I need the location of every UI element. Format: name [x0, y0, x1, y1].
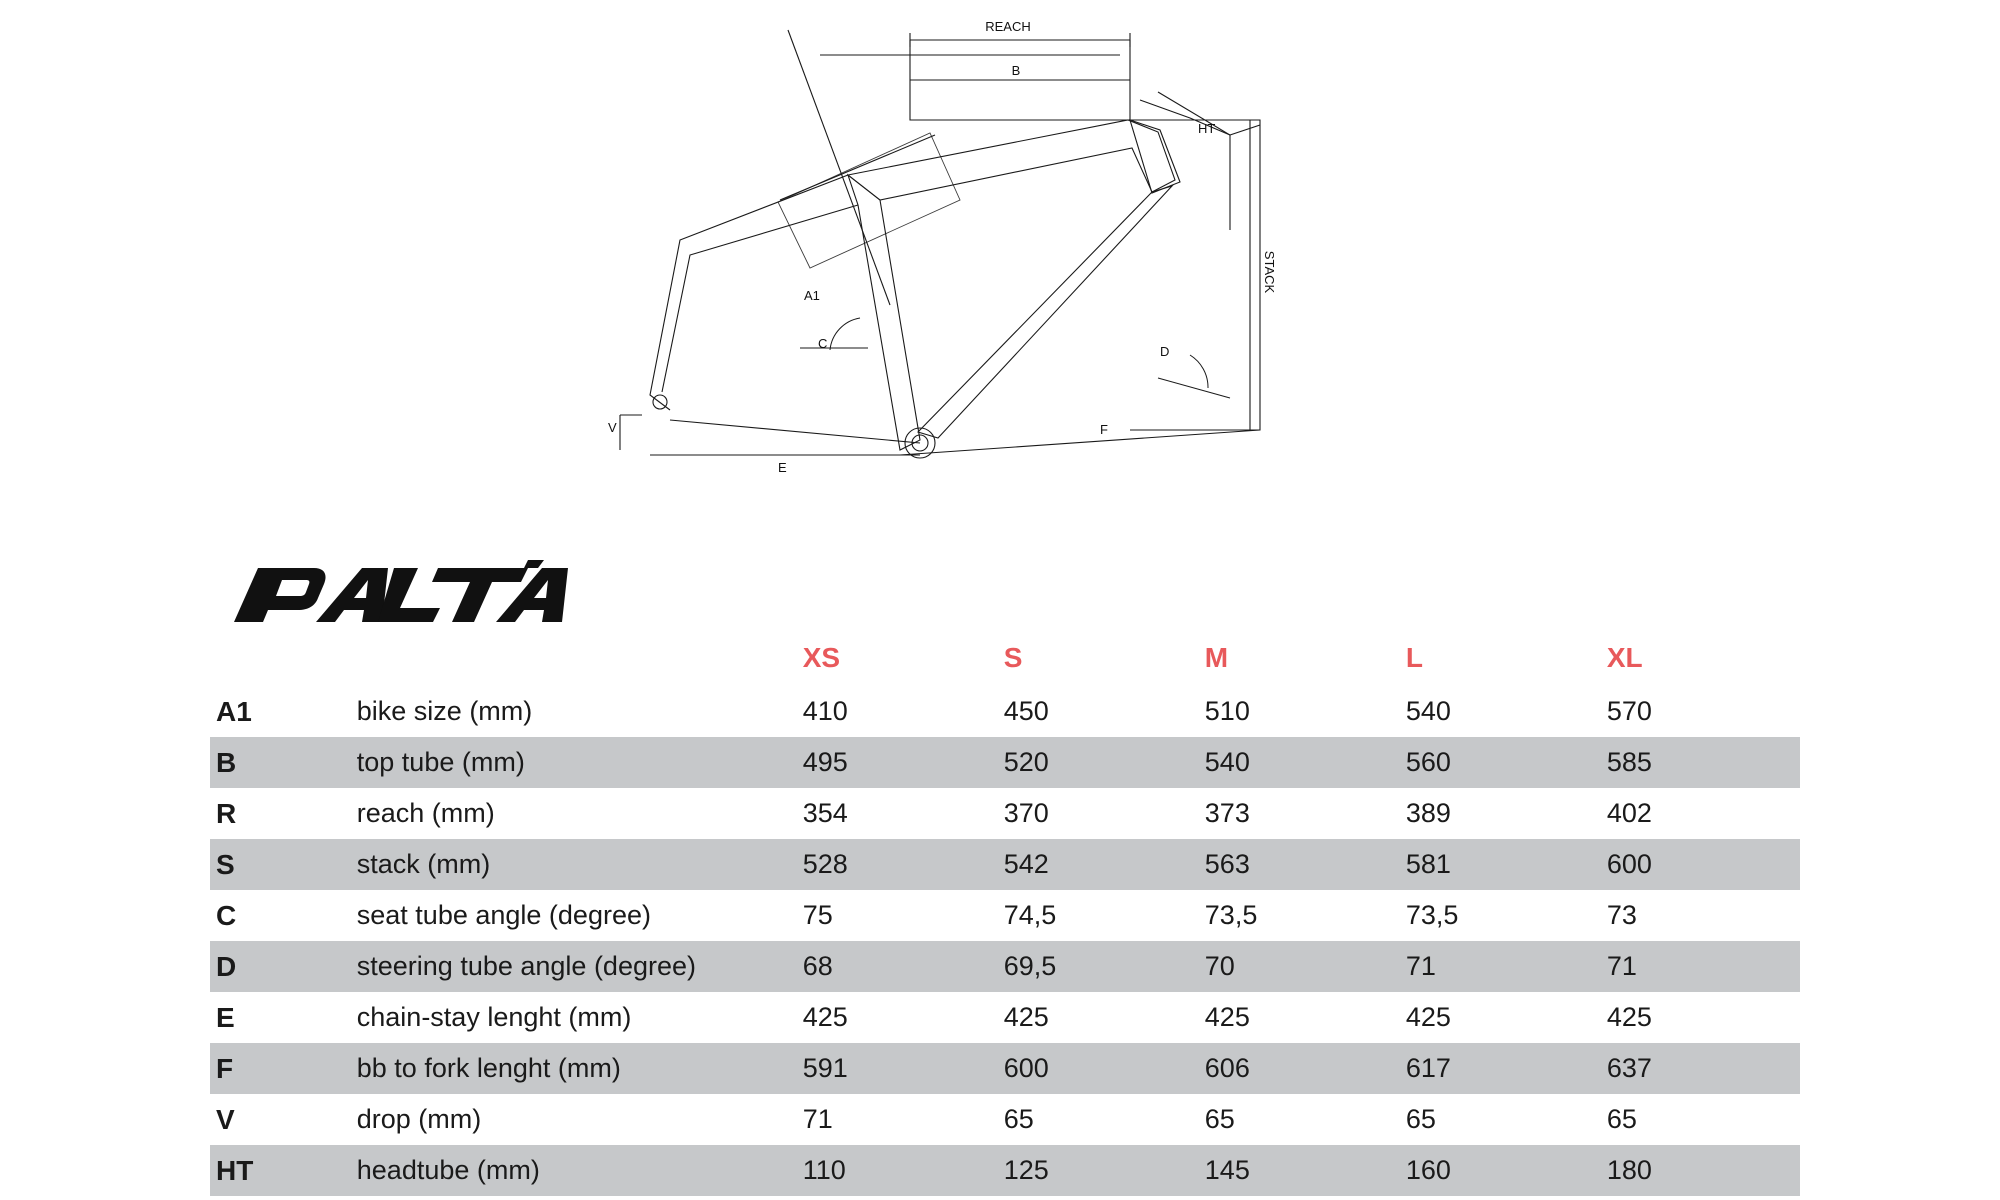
row-code: F — [210, 1043, 295, 1094]
cell-m: 65 — [1204, 1104, 1235, 1134]
label-e: E — [778, 460, 787, 475]
cell-xl: 637 — [1599, 1043, 1800, 1094]
cell-xl: 71 — [1599, 941, 1800, 992]
seat-angle-arc — [830, 318, 860, 350]
table-row — [210, 686, 1800, 737]
geometry-table — [210, 630, 1800, 1196]
table-row — [210, 992, 1800, 1043]
header-measure — [295, 630, 795, 686]
cell-xs: 425 — [802, 1002, 848, 1032]
cell-xs: 354 — [802, 798, 848, 828]
row-code: HT — [210, 1145, 295, 1196]
header-size-m: M — [1204, 642, 1229, 673]
cell-l: 389 — [1405, 798, 1451, 828]
cell-xs: 110 — [795, 1145, 996, 1196]
cell-xl: 585 — [1599, 737, 1800, 788]
cell-xl: 402 — [1606, 798, 1652, 828]
row-label: drop (mm) — [356, 1104, 482, 1134]
cell-l: 65 — [1405, 1104, 1436, 1134]
label-v: V — [608, 420, 617, 435]
label-ht: HT — [1198, 121, 1216, 136]
table-row — [210, 839, 1800, 890]
cell-xs: 68 — [795, 941, 996, 992]
top-tube-shape — [848, 120, 1175, 200]
row-code: A1 — [216, 695, 252, 727]
cell-m: 563 — [1197, 839, 1398, 890]
table-row — [210, 788, 1800, 839]
table-row — [210, 1145, 1800, 1196]
label-c: C — [818, 336, 828, 351]
row-label: reach (mm) — [356, 798, 495, 828]
cell-s: 65 — [1003, 1104, 1034, 1134]
cell-m: 606 — [1197, 1043, 1398, 1094]
cell-xs: 71 — [802, 1104, 833, 1134]
palta-logo — [228, 560, 588, 630]
cell-xs: 528 — [795, 839, 996, 890]
row-label: bike size (mm) — [356, 696, 533, 726]
cell-l: 160 — [1398, 1145, 1599, 1196]
label-a1: A1 — [804, 288, 820, 303]
row-code: C — [216, 899, 237, 931]
cell-l: 560 — [1398, 737, 1599, 788]
row-label: steering tube angle (degree) — [295, 941, 795, 992]
stack-dimension-box — [1130, 120, 1260, 430]
cell-s: 74,5 — [1003, 900, 1057, 930]
cell-xl: 180 — [1599, 1145, 1800, 1196]
header-code — [210, 630, 295, 686]
cell-s: 125 — [996, 1145, 1197, 1196]
row-label: top tube (mm) — [295, 737, 795, 788]
label-reach: REACH — [985, 19, 1031, 34]
row-code: E — [216, 1001, 235, 1033]
row-label: stack (mm) — [295, 839, 795, 890]
cell-s: 600 — [996, 1043, 1197, 1094]
cell-xl: 600 — [1599, 839, 1800, 890]
row-label: headtube (mm) — [295, 1145, 795, 1196]
header-size-xs: XS — [802, 642, 841, 673]
cell-m: 73,5 — [1204, 900, 1258, 930]
row-label: bb to fork lenght (mm) — [295, 1043, 795, 1094]
table-row — [210, 890, 1800, 941]
header-size-s: S — [1003, 642, 1023, 673]
table-header-row — [210, 630, 1800, 686]
label-stack: STACK — [1262, 250, 1277, 294]
cell-s: 450 — [1003, 696, 1049, 726]
cell-xl: 425 — [1606, 1002, 1652, 1032]
cell-l: 581 — [1398, 839, 1599, 890]
table-row — [210, 941, 1800, 992]
cell-s: 542 — [996, 839, 1197, 890]
cell-l: 73,5 — [1405, 900, 1459, 930]
cell-l: 617 — [1398, 1043, 1599, 1094]
cell-xs: 75 — [802, 900, 833, 930]
cell-s: 520 — [996, 737, 1197, 788]
head-angle-arc — [1190, 355, 1208, 388]
label-b: B — [1011, 63, 1021, 78]
row-code: D — [210, 941, 295, 992]
label-d: D — [1160, 344, 1170, 359]
row-label: seat tube angle (degree) — [356, 900, 651, 930]
cell-l: 540 — [1405, 696, 1451, 726]
cell-xs: 410 — [802, 696, 848, 726]
cell-s: 370 — [1003, 798, 1049, 828]
cell-m: 425 — [1204, 1002, 1250, 1032]
cell-xs: 495 — [795, 737, 996, 788]
down-tube-shape — [918, 186, 1172, 438]
table-row — [210, 1094, 1800, 1145]
bike-frame-geometry-drawing — [608, 0, 1640, 620]
cell-xs: 591 — [795, 1043, 996, 1094]
cell-xl: 73 — [1606, 900, 1637, 930]
cell-l: 425 — [1405, 1002, 1451, 1032]
cell-m: 373 — [1204, 798, 1250, 828]
cell-s: 425 — [1003, 1002, 1049, 1032]
cell-m: 510 — [1204, 696, 1250, 726]
seat-tube-axis — [788, 30, 890, 305]
cell-xl: 65 — [1606, 1104, 1637, 1134]
cell-m: 540 — [1197, 737, 1398, 788]
table-row — [210, 1043, 1800, 1094]
cell-m: 70 — [1197, 941, 1398, 992]
row-code: V — [216, 1103, 235, 1135]
cell-s: 69,5 — [996, 941, 1197, 992]
header-size-l: L — [1405, 642, 1423, 673]
cell-m: 145 — [1197, 1145, 1398, 1196]
row-label: chain-stay lenght (mm) — [356, 1002, 632, 1032]
f-dimension-line — [900, 430, 1260, 455]
row-code: B — [210, 737, 295, 788]
header-size-xl: XL — [1606, 642, 1643, 673]
row-code: S — [210, 839, 295, 890]
cell-xl: 570 — [1606, 696, 1652, 726]
table-row — [210, 737, 1800, 788]
row-code: R — [216, 797, 237, 829]
label-f: F — [1100, 422, 1108, 437]
cell-l: 71 — [1398, 941, 1599, 992]
